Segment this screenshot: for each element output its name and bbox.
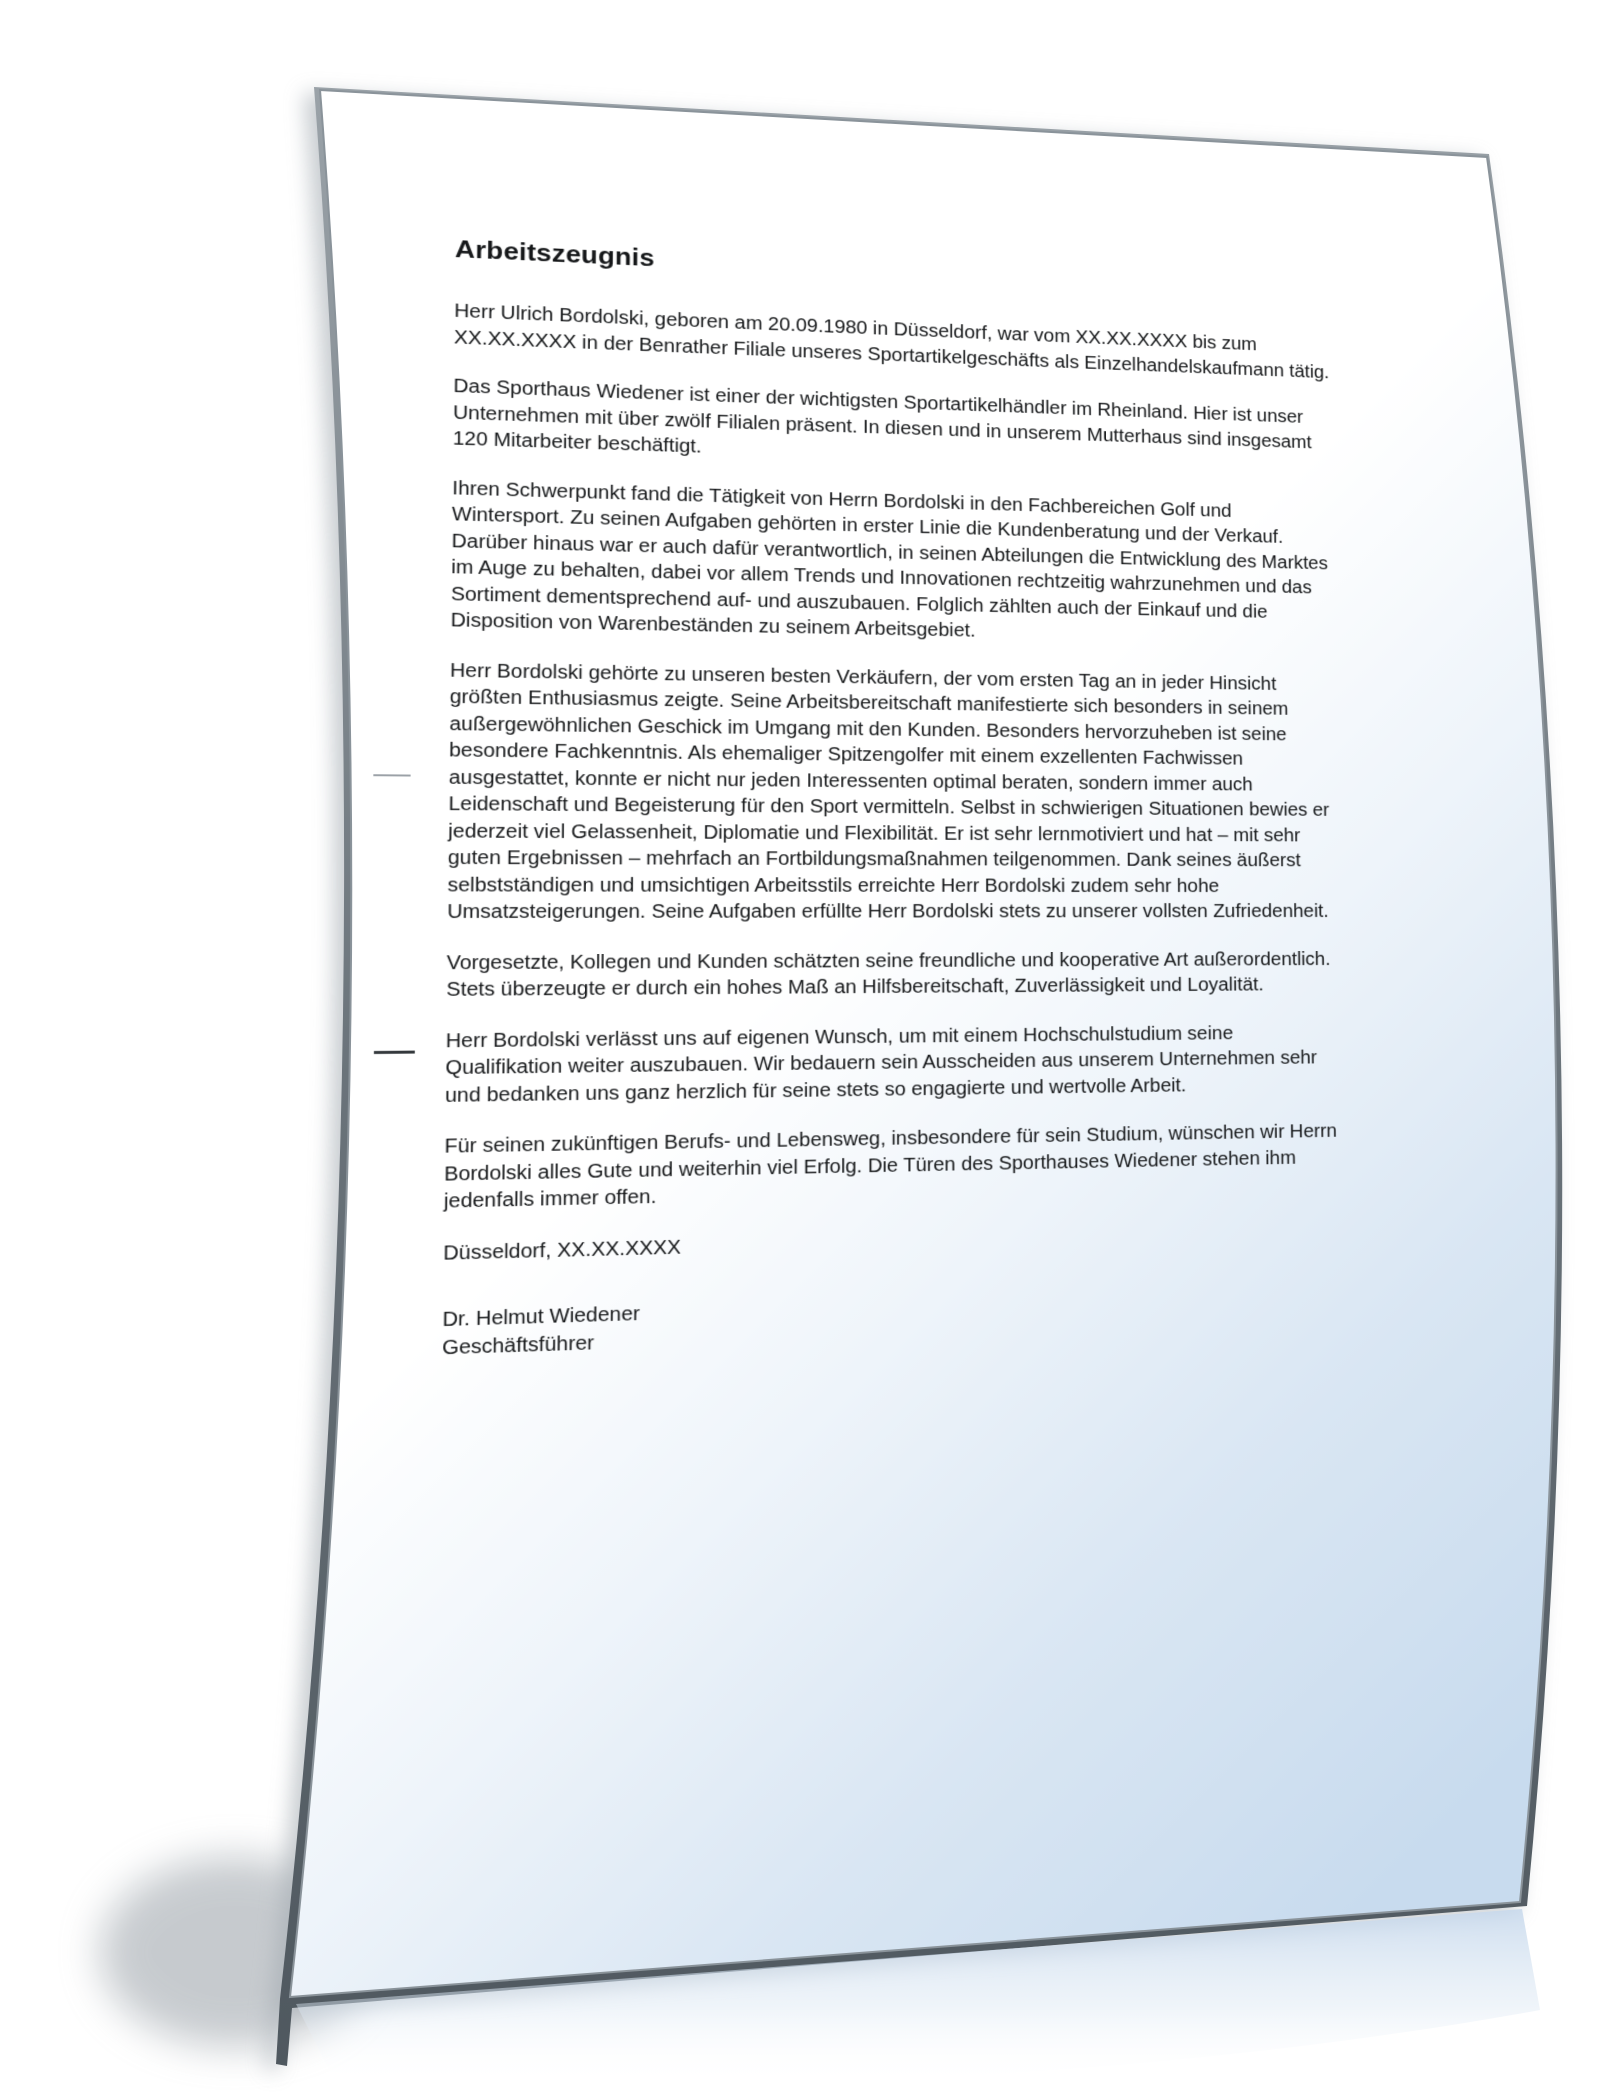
letter-paragraph: Das Sporthaus Wiedener ist einer der wichtigsten Sportartikelhändler im Rheinland. Hier ist unser Unternehmen mit über zwölf Filialen präsent. In diesen und in unserem Mutterhaus sind insgesamt 120 Mitarbeiter beschäftigt. — [452, 375, 1312, 458]
letter-paragraph: Vorgesetzte, Kollegen und Kunden schätzten seine freundliche und kooperative Art außerordentlich. Stets überzeugte er durch ein hohes Maß an Hilfsbereitschaft, Zuverlässigkeit und Loyalität. — [446, 948, 1331, 1001]
signature-role: Geschäftsführer — [442, 1331, 595, 1359]
fold-mark-top — [373, 774, 410, 776]
letter-paragraph: Herr Bordolski gehörte zu unseren besten Verkäufern, der vom ersten Tag an in jeder Hinsicht größten Enthusiasmus zeigte. Seine Arbeitsbereitschaft manifestierte sich besonders in seinem außergewöhnlichen Geschick im Umgang mit den Kunden. Besonders hervorzuheben ist seine besondere Fachkenntnis. Als ehemaliger Spitzengolfer mit einem exzellenten Fachwissen ausgestattet, konnte er nicht nur jeden Interessenten optimal beraten, sondern immer auch Leidenschaft und Begeisterung für den Sport vermitteln. Selbst in schwierigen Situationen bewies er jederzeit viel Gelassenheit, Diplomatie und Flexibilität. Er ist sehr lernmotiviert und hat – mit sehr guten Ergebnissen – mehrfach an Fortbildungsmaßnahmen teilgenommen. Dank seines äußerst selbstständigen und umsichtigen Arbeitsstils erreichte Herr Bordolski zudem sehr hohe Umsatzsteigerungen. Seine Aufgaben erfüllte Herr Bordolski stets zu unserer vollsten Zufriedenheit. — [447, 659, 1330, 923]
letter-dateline: Düsseldorf, XX.XX.XXXX — [443, 1236, 681, 1265]
letter-body — [442, 234, 1344, 1362]
letter-paragraph: Für seinen zukünftigen Berufs- und Lebensweg, insbesondere für sein Studium, wünschen wir Herrn Bordolski alles Gute und weiterhin viel Erfolg. Die Türen des Sporthauses Wiedener stehen ihm jedenfalls immer offen. — [443, 1120, 1338, 1213]
letter-paragraph: Herr Bordolski verlässt uns auf eigenen Wunsch, um mit einem Hochschulstudium seine Qualifikation weiter auszubauen. Wir bedauern sein Ausscheiden aus unserem Unternehmen sehr und bedanken uns ganz herzlich für seine stets so engagierte und wertvolle Arbeit. — [444, 1022, 1318, 1107]
letter-title: Arbeitszeugnis — [454, 234, 655, 272]
fold-mark-bottom — [374, 1051, 415, 1054]
signature-block — [442, 1281, 1344, 1362]
signature-name: Dr. Helmut Wiedener — [442, 1303, 640, 1332]
letter-paragraph: Ihren Schwerpunkt fand die Tätigkeit von Herrn Bordolski in den Fachbereichen Golf und Wintersport. Zu seinen Aufgaben gehörten in erster Linie die Kundenberatung und der Verkauf. Darüber hinaus war er auch dafür verantwortlich, in seinen Abteilungen die Entwicklung des Marktes im Auge zu behalten, dabei vor allem Trends und Innovationen rechtzeitig wahrzunehmen und das Sortiment dementsprechend auf- und auszubauen. Folglich zählten auch der Einkauf und die Disposition von Warenbeständen zu seinem Arbeitsgebiet. — [450, 477, 1328, 642]
letter-content — [290, 90, 1520, 1997]
letter-paragraph: Herr Ulrich Bordolski, geboren am 20.09.1980 in Düsseldorf, war vom XX.XX.XXXX bis zum XX.XX.XXXX in der Benrather Filiale unseres Sportartikelgeschäfts als Einzelhandelskaufmann tätig. — [453, 300, 1330, 383]
